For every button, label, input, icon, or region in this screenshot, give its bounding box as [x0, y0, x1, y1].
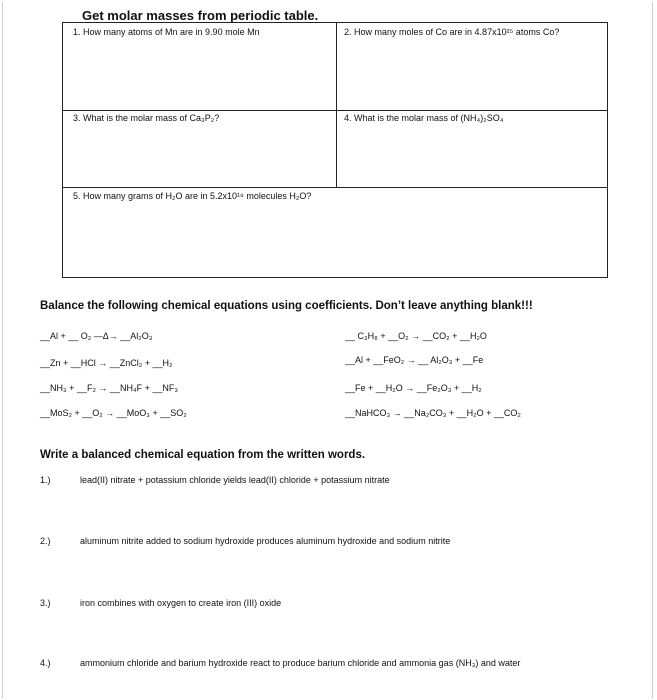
equation-left-4: __MoS₂ + __O₂ → __MoO₃ + __SO₂ — [40, 408, 187, 418]
grid-divider-row2 — [63, 187, 607, 188]
balance-heading: Balance the following chemical equations using coefficients. Don’t leave anything blank!!! — [40, 300, 533, 312]
written-question-number: 1.) — [40, 475, 51, 485]
question-2: 2. How many moles of Co are in 4.87x10²⁵ atoms Co? — [344, 27, 560, 37]
written-question-text: iron combines with oxygen to create iron (III) oxide — [80, 598, 282, 608]
question-grid — [62, 22, 608, 278]
equation-right-1: __ C₃H₈ + __O₂ → __CO₂ + __H₂O — [345, 331, 487, 341]
written-question-text: ammonium chloride and barium hydroxide react to produce barium chloride and ammonia gas (NH₃) and water — [80, 658, 521, 668]
equation-right-2: __Al + __FeO₂ → __ Al₂O₃ + __Fe — [345, 355, 484, 365]
question-5: 5. How many grams of H₂O are in 5.2x10¹⁸ molecules H₂O? — [73, 191, 312, 201]
written-question-number: 3.) — [40, 598, 51, 608]
equation-right-3: __Fe + __H₂O → __Fe₂O₃ + __H₂ — [345, 383, 482, 393]
equation-right-4: __NaHCO₃ → __Na₂CO₃ + __H₂O + __CO₂ — [345, 408, 521, 418]
written-question-text: aluminum nitrite added to sodium hydroxide produces aluminum hydroxide and sodium nitrite — [80, 536, 451, 546]
written-question-number: 2.) — [40, 536, 51, 546]
written-question-text: lead(II) nitrate + potassium chloride yields lead(II) chloride + potassium nitrate — [80, 475, 390, 485]
question-4: 4. What is the molar mass of (NH₄)₂SO₄ — [344, 113, 504, 123]
page-title: Get molar masses from periodic table. — [82, 8, 319, 23]
grid-divider-row1 — [63, 110, 607, 111]
question-1: 1. How many atoms of Mn are in 9.90 mole Mn — [73, 27, 260, 37]
equation-left-3: __NH₃ + __F₂ → __NH₄F + __NF₃ — [40, 383, 179, 393]
written-heading: Write a balanced chemical equation from the written words. — [40, 449, 366, 461]
equation-left-2: __Zn + __HCl → __ZnCl₂ + __H₂ — [40, 358, 173, 368]
equation-left-1: __Al + __ O₂ —Δ→ __Al₂O₃ — [40, 331, 153, 341]
written-question-number: 4.) — [40, 658, 51, 668]
grid-divider-vertical — [336, 23, 337, 187]
question-3: 3. What is the molar mass of Ca₃P₂? — [73, 113, 220, 123]
